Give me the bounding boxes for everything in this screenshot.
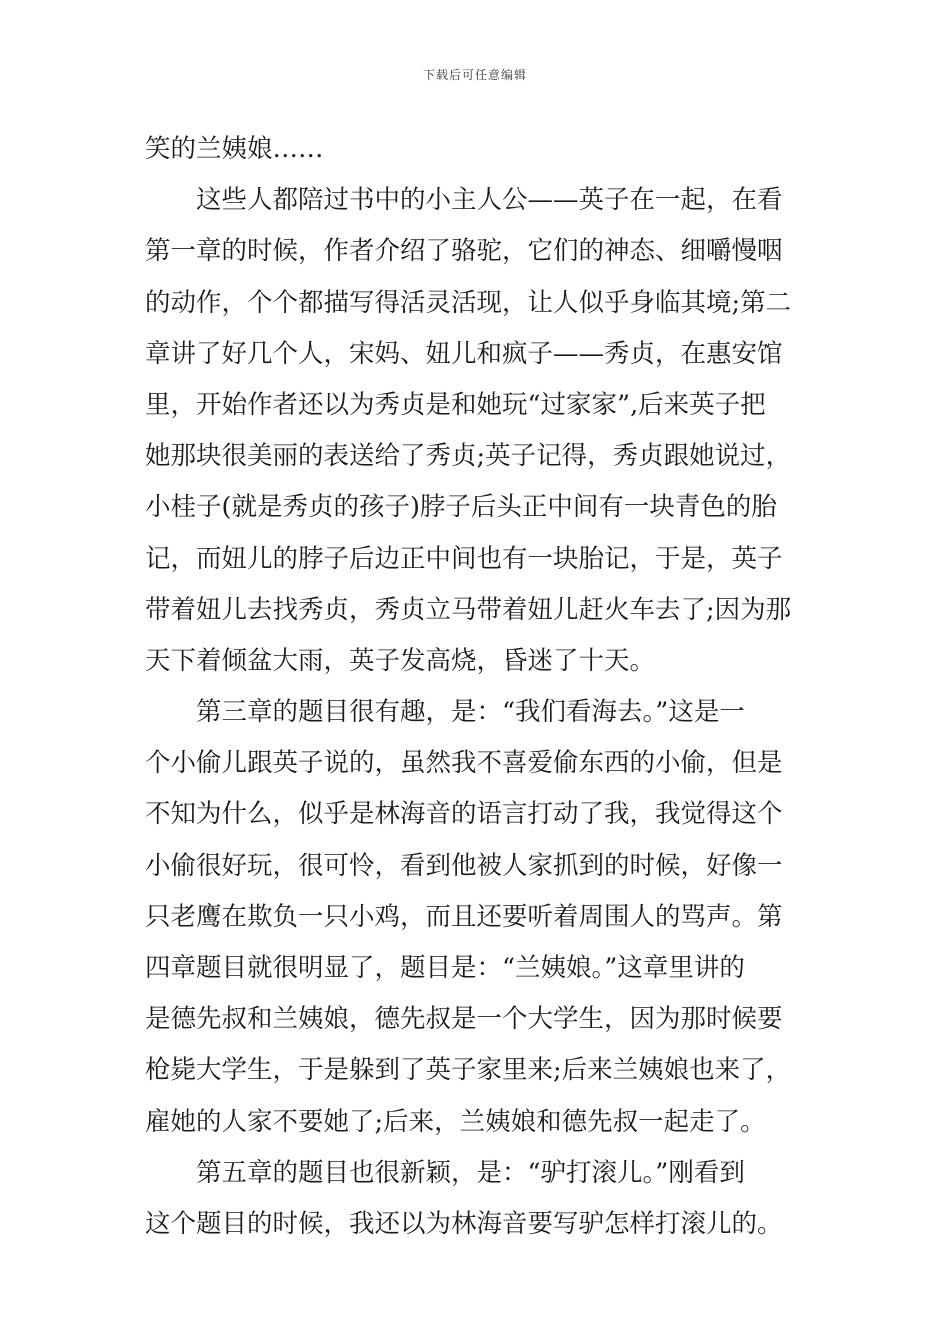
- text-line: 的动作，个个都描写得活灵活现，让人似乎身临其境;第二: [145, 287, 792, 318]
- text-line: 第五章的题目也很新颖，是：“驴打滚儿。”刚看到: [145, 1157, 745, 1188]
- text-line: 是德先叔和兰姨娘，德先叔是一个大学生，因为那时候要: [145, 1004, 783, 1035]
- text-line: 天下着倾盆大雨，英子发高烧，昏迷了十天。: [145, 645, 656, 676]
- document-body: [145, 124, 809, 1250]
- text-line: 雇她的人家不要她了;后来，兰姨娘和德先叔一起走了。: [145, 1106, 766, 1137]
- text-line: 笑的兰姨娘……: [145, 134, 324, 164]
- text-line: 这些人都陪过书中的小主人公——英子在一起，在看: [145, 185, 783, 216]
- text-line: 四章题目就很明显了，题目是：“兰姨娘。”这章里讲的: [145, 953, 745, 983]
- text-line: 章讲了好几个人，宋妈、妞儿和疯子——秀贞，在惠安馆: [145, 338, 783, 369]
- text-line: 她那块很美丽的表送给了秀贞;英子记得，秀贞跟她说过，: [145, 441, 792, 472]
- text-line: 第一章的时候，作者介绍了骆驼，它们的神态、细嚼慢咽: [145, 236, 783, 267]
- text-line: 记，而妞儿的脖子后边正中间也有一块胎记，于是，英子: [145, 543, 783, 574]
- text-line: 不知为什么，似乎是林海音的语言打动了我，我觉得这个: [145, 799, 783, 830]
- text-line: 个小偷儿跟英子说的，虽然我不喜爱偷东西的小偷，但是: [145, 748, 783, 779]
- text-line: 小偷很好玩，很可怜，看到他被人家抓到的时候，好像一: [145, 850, 783, 881]
- text-line: 小桂子(就是秀贞的孩子)脖子后头正中间有一块青色的胎: [145, 492, 777, 523]
- text-line: 只老鹰在欺负一只小鸡，而且还要听着周围人的骂声。第: [145, 901, 783, 932]
- text-line: 这个题目的时候，我还以为林海音要写驴怎样打滚儿的。: [145, 1208, 783, 1239]
- text-line: 带着妞儿去找秀贞，秀贞立马带着妞儿赶火车去了;因为那: [145, 594, 792, 625]
- text-line: 里，开始作者还以为秀贞是和她玩“过家家”,后来英子把: [145, 389, 766, 420]
- text-line: 枪毙大学生，于是躲到了英子家里来;后来兰姨娘也来了，: [145, 1055, 792, 1086]
- page-header: 下载后可任意编辑: [422, 68, 527, 82]
- text-line: 第三章的题目很有趣，是：“我们看海去。”这是一: [145, 697, 745, 728]
